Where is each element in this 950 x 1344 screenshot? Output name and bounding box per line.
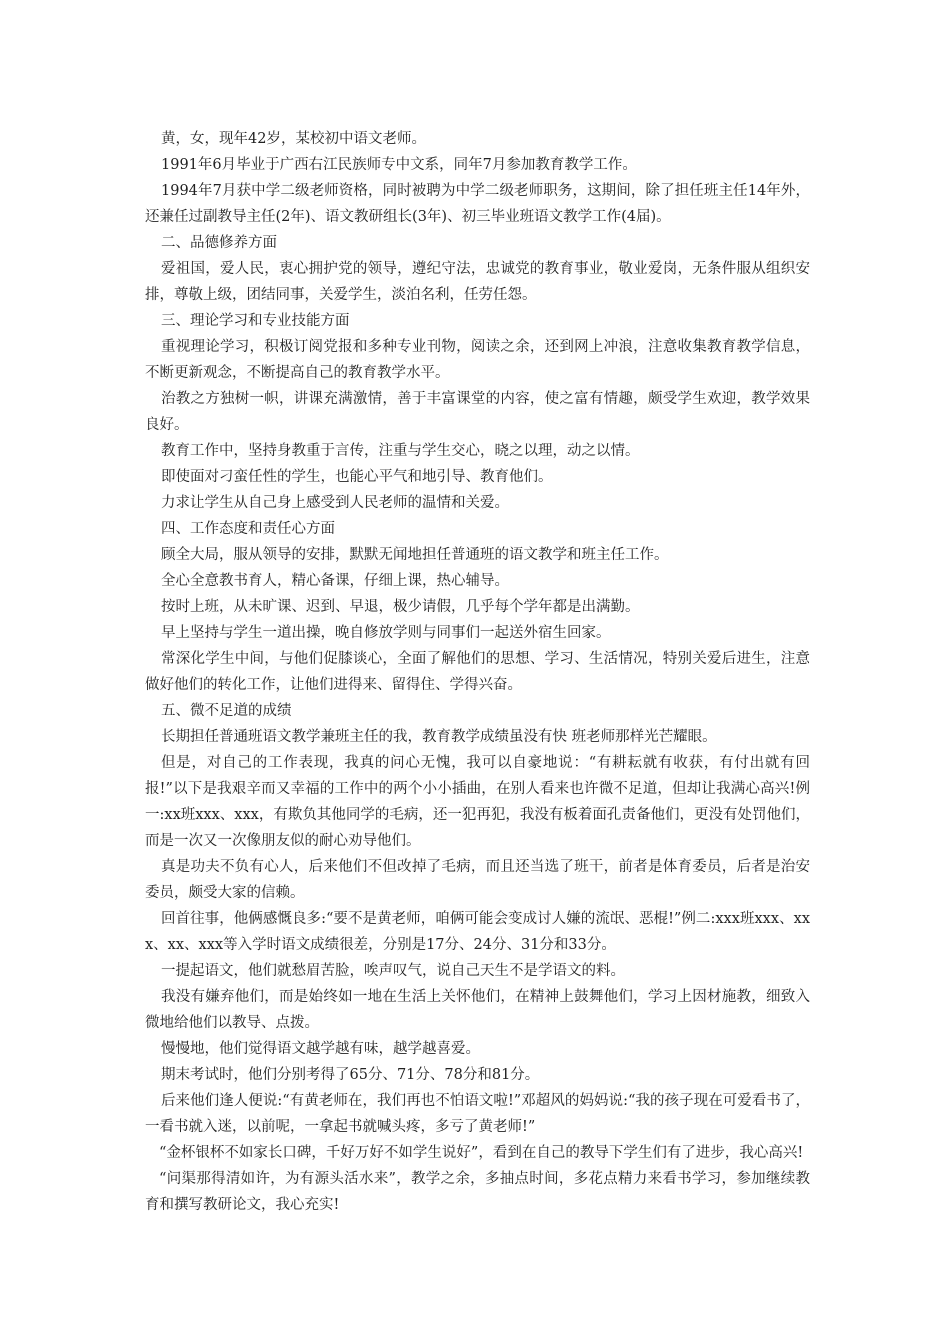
paragraph-result-one: 真是功夫不负有心人，后来他们不但改掉了毛病，而且还当选了班干，前者是体育委员，后者是治安委员，颇受大家的信赖。 [145, 859, 810, 901]
paragraph-student-talk: 常深化学生中间，与他们促膝谈心，全面了解他们的思想、学习、生活情况，特别关爱后进生，注意做好他们的转化工作，让他们进得来、留得住、学得兴奋。 [145, 651, 810, 693]
paragraph-attendance: 按时上班，从未旷课、迟到、早退，极少请假，几乎每个学年都是出满勤。 [161, 599, 640, 615]
section-heading-attitude: 四、工作态度和责任心方面 [161, 521, 335, 537]
paragraph-final-scores: 期末考试时，他们分别考得了65分、71分、78分和81分。 [161, 1067, 540, 1083]
paragraph-long-term: 长期担任普通班语文教学兼班主任的我，教育教学成绩虽没有快 班老师那样光芒耀眼。 [161, 729, 717, 745]
paragraph-progress: 慢慢地，他们觉得语文越学越有味，越学越喜爱。 [161, 1041, 480, 1057]
paragraph-dedication: 全心全意教书育人，精心备课，仔细上课，热心辅导。 [161, 573, 509, 589]
paragraph-career: 1994年7月获中学二级老师资格，同时被聘为中学二级老师职务，这期间，除了担任班主任14年外，还兼任过副教导主任(2年)、语文教研组长(3年)、初三毕业班语文教学工作(4届)。 [145, 183, 810, 225]
paragraph-theory-study: 重视理论学习，积极订阅党报和多种专业刊物，阅读之余，还到网上冲浪，注意收集教育教学信息，不断更新观念，不断提高自己的教育教学水平。 [145, 339, 810, 381]
section-heading-theory: 三、理论学习和专业技能方面 [161, 313, 350, 329]
paragraph-support: 我没有嫌弃他们，而是始终如一地在生活上关怀他们，在精神上鼓舞他们，学习上因材施教，细致入微地给他们以教导、点拨。 [145, 989, 810, 1031]
paragraph-struggle: 一提起语文，他们就愁眉苦脸，唉声叹气，说自己天生不是学语文的料。 [161, 963, 625, 979]
paragraph-teaching-style: 治教之方独树一帜，讲课充满激情，善于丰富课堂的内容，使之富有情趣，颇受学生欢迎，教学效果良好。 [145, 391, 810, 433]
paragraph-continued-learning: “问渠那得清如许，为有源头活水来”，教学之余，多抽点时间，多花点精力来看书学习，参加继续教育和撰写教研论文，我心充实! [145, 1171, 810, 1213]
section-heading-achievements: 五、微不足道的成绩 [161, 703, 292, 719]
paragraph-graduation: 1991年6月毕业于广西右江民族师专中文系，同年7月参加教育教学工作。 [161, 157, 637, 173]
paragraph-reputation: “金杯银杯不如家长口碑，千好万好不如学生说好”，看到在自己的教导下学生们有了进步，我心高兴! [159, 1145, 804, 1161]
paragraph-intro: 黄，女，现年42岁，某校初中语文老师。 [161, 131, 426, 147]
paragraph-morning-exercise: 早上坚持与学生一道出操，晚自修放学则与同事们一起送外宿生回家。 [161, 625, 611, 641]
section-heading-character: 二、品德修养方面 [161, 235, 277, 251]
paragraph-care: 力求让学生从自己身上感受到人民老师的温情和关爱。 [161, 495, 509, 511]
paragraph-example-two: 回首往事，他俩感慨良多:“要不是黄老师，咱俩可能会变成讨人嫌的流氓、恶棍!”例二:xxx班xxx、xxx、xx、xxx等入学时语文成绩很差，分别是17分、24分、31分和33分。 [145, 911, 810, 953]
document-body [145, 126, 810, 1218]
paragraph-praise: 后来他们逢人便说:“有黄老师在，我们再也不怕语文啦!”邓超风的妈妈说:“我的孩子现在可爱看书了，一看书就入迷，以前呢，一拿起书就喊头疼，多亏了黄老师!” [145, 1093, 810, 1135]
paragraph-overall: 顾全大局，服从领导的安排，默默无闻地担任普通班的语文教学和班主任工作。 [161, 547, 669, 563]
paragraph-guidance: 即使面对刁蛮任性的学生，也能心平气和地引导、教育他们。 [161, 469, 553, 485]
paragraph-education-work: 教育工作中，坚持身教重于言传，注重与学生交心，晓之以理，动之以情。 [161, 443, 640, 459]
paragraph-character: 爱祖国，爱人民，衷心拥护党的领导，遵纪守法，忠诚党的教育事业，敬业爱岗，无条件服从组织安排，尊敬上级，团结同事，关爱学生，淡泊名利，任劳任怨。 [145, 261, 810, 303]
paragraph-example-one: 但是，对自己的工作表现，我真的问心无愧，我可以自豪地说：“有耕耘就有收获，有付出就有回报!”以下是我艰辛而又幸福的工作中的两个小小插曲，在别人看来也许微不足道，但却让我满心高兴!例一:xx班xxx、xxx，有欺负其他同学的毛病，还一犯再犯，我没有板着面孔责备他们，更没有处罚他们，而是一次又一次像朋友似的耐心劝导他们。 [145, 755, 810, 849]
